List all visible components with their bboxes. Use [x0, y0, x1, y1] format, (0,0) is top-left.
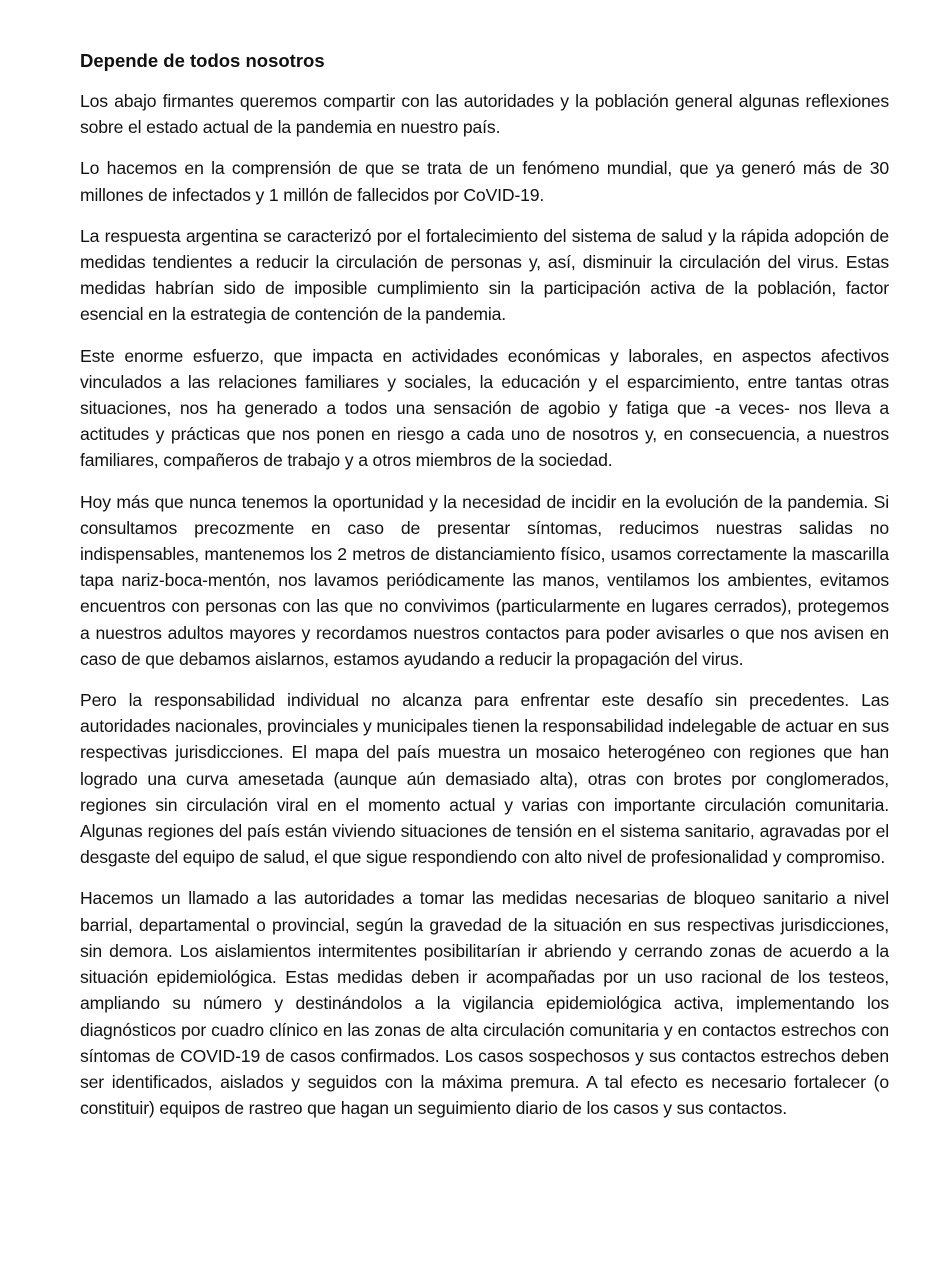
- paragraph-4: Este enorme esfuerzo, que impacta en actividades económicas y laborales, en aspectos afectivos vinculados a las relaciones familiares y sociales, la educación y el esparcimiento, entre tantas otras situaciones, nos ha generado a todos una sensación de agobio y fatiga que -a veces- nos lleva a actitudes y prácticas que nos ponen en riesgo a cada uno de nosotros y, en consecuencia, a nuestros familiares, compañeros de trabajo y a otros miembros de la sociedad.: [80, 345, 889, 471]
- paragraph-2: Lo hacemos en la comprensión de que se trata de un fenómeno mundial, que ya generó más de 30 millones de infectados y 1 millón de fallecidos por CoVID-19.: [80, 158, 889, 205]
- paragraph-3: La respuesta argentina se caracterizó por el fortalecimiento del sistema de salud y la rápida adopción de medidas tendientes a reducir la circulación de personas y, así, disminuir la circulación del virus. Estas medidas habrían sido de imposible cumplimiento sin la participación activa de la población, factor esencial en la estrategia de contención de la pandemia.: [80, 225, 889, 325]
- paragraph-5: Hoy más que nunca tenemos la oportunidad y la necesidad de incidir en la evolución de la pandemia. Si consultamos precozmente en caso de presentar síntomas, reducimos nuestras salidas no indispensables, mantenemos los 2 metros de distanciamiento físico, usamos correctamente la mascarilla tapa nariz-boca-mentón, nos lavamos periódicamente las manos, ventilamos los ambientes, evitamos encuentros con personas con las que no convivimos (particularmente en lugares cerrados), protegemos a nuestros adultos mayores y recordamos nuestros contactos para poder avisarles o que nos avisen en caso de que debamos aislarnos, estamos ayudando a reducir la propagación del virus.: [80, 491, 889, 669]
- document-title: Depende de todos nosotros: [80, 50, 325, 71]
- paragraph-6: Pero la responsabilidad individual no alcanza para enfrentar este desafío sin precedentes. Las autoridades nacionales, provinciales y municipales tienen la responsabilidad indelegable de actuar en sus respectivas jurisdicciones. El mapa del país muestra un mosaico heterogéneo con regiones que han logrado una curva amesetada (aunque aún demasiado alta), otras con brotes por conglomerados, regiones sin circulación viral en el momento actual y varias con importante circulación comunitaria. Algunas regiones del país están viviendo situaciones de tensión en el sistema sanitario, agravadas por el desgaste del equipo de salud, el que sigue respondiendo con alto nivel de profesionalidad y compromiso.: [80, 690, 889, 868]
- paragraph-1: Los abajo firmantes queremos compartir con las autoridades y la población general algunas reflexiones sobre el estado actual de la pandemia en nuestro país.: [80, 91, 889, 138]
- document-page: [80, 48, 889, 1136]
- paragraph-7: Hacemos un llamado a las autoridades a tomar las medidas necesarias de bloqueo sanitario a nivel barrial, departamental o provincial, según la gravedad de la situación en sus respectivas jurisdicciones, sin demora. Los aislamientos intermitentes posibilitarían ir abriendo y cerrando zonas de acuerdo a la situación epidemiológica. Estas medidas deben ir acompañadas por un uso racional de los testeos, ampliando su número y destinándolos a la vigilancia epidemiológica activa, implementando los diagnósticos por cuadro clínico en las zonas de alta circulación comunitaria y en contactos estrechos con síntomas de COVID-19 de casos confirmados. Los casos sospechosos y sus contactos estrechos deben ser identificados, aislados y seguidos con la máxima premura. A tal efecto es necesario fortalecer (o constituir) equipos de rastreo que hagan un seguimiento diario de los casos y sus contactos.: [80, 888, 889, 1119]
